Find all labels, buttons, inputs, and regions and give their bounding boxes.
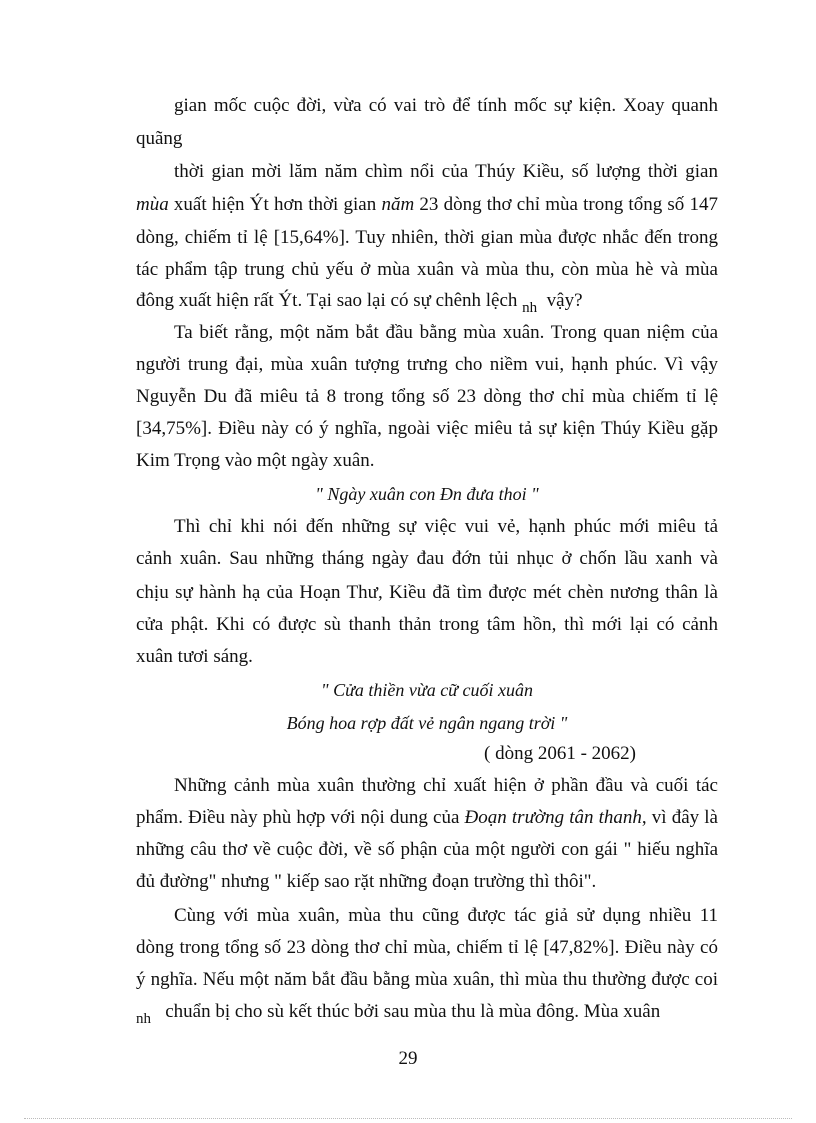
emphasis-text: năm xyxy=(381,194,415,215)
text-line: những câu thơ về cuộc đời, về số phận của một người con gái " hiếu nghĩa xyxy=(136,839,718,860)
subscript-text: nh xyxy=(522,300,538,316)
text-line: xuân tươi sáng. xyxy=(136,646,253,667)
text-span: đông xuất hiện rất Ýt. Tại sao lại có sự chênh lệch xyxy=(136,290,518,311)
verse-citation: ( dòng 2061 - 2062) xyxy=(484,743,636,764)
text-line: thời gian mời lăm năm chìm nổi của Thúy Kiều, số lượng thời gian xyxy=(174,161,718,182)
text-line: Thì chỉ khi nói đến những sự việc vui vẻ, hạnh phúc mới miêu tả xyxy=(174,516,718,537)
text-line: Nguyễn Du đã miêu tả 8 trong tổng số 23 dòng thơ chỉ mùa chiếm tỉ lệ xyxy=(136,386,718,407)
text-line xyxy=(136,805,718,831)
text-line: ý nghĩa. Nếu một năm bắt đầu bằng mùa xuân, thì mùa thu thường được coi xyxy=(136,969,718,990)
book-title: Đoạn trường tân thanh xyxy=(464,807,642,828)
text-line: Kim Trọng vào một ngày xuân. xyxy=(136,450,375,471)
text-span: 23 dòng thơ chỉ mùa trong tổng số 147 xyxy=(414,194,719,215)
text-span: vậy? xyxy=(546,290,583,311)
text-line xyxy=(136,288,718,315)
text-line: chịu sự hành hạ của Hoạn Thư, Kiều đã tìm được mét chèn nương thân là xyxy=(136,582,718,603)
verse-quote: " Ngày xuân con Ðn đưa thoi " xyxy=(315,484,539,504)
text-line: dòng, chiếm tỉ lệ [15,64%]. Tuy nhiên, thời gian mùa được nhắc đến trong xyxy=(136,227,718,248)
page-border xyxy=(24,1118,792,1119)
text-line: Cùng với mùa xuân, mùa thu cũng được tác giả sử dụng nhiều 11 xyxy=(174,905,718,926)
text-line: Những cảnh mùa xuân thường chỉ xuất hiện ở phần đầu và cuối tác xyxy=(174,775,718,796)
text-line xyxy=(136,999,718,1026)
text-line: cảnh xuân. Sau những tháng ngày đau đớn tủi nhục ở chốn lầu xanh và xyxy=(136,548,718,569)
emphasis-text: mùa xyxy=(136,194,169,215)
text-line: đủ đường" nhưng " kiếp sao rặt những đoạn trường thì thôi". xyxy=(136,871,597,892)
text-span: chuẩn bị cho sù kết thúc bởi sau mùa thu là mùa đông. Mùa xuân xyxy=(165,1001,661,1022)
text-line: người trung đại, mùa xuân tượng trưng cho niềm vui, hạnh phúc. Vì vậy xyxy=(136,354,718,375)
text-line: cửa phật. Khi có được sù thanh thản trong tâm hồn, thì mới lại có cảnh xyxy=(136,614,718,635)
text-line: [34,75%]. Điều này có ý nghĩa, ngoài việc miêu tả sự kiện Thúy Kiều gặp xyxy=(136,418,718,439)
text-line: gian mốc cuộc đời, vừa có vai trò để tính mốc sự kiện. Xoay quanh xyxy=(174,95,718,116)
text-line: quãng xyxy=(136,128,183,149)
verse-quote: " Cửa thiền vừa cữ cuối xuân xyxy=(321,680,533,700)
text-span: phẩm. Điều này phù hợp với nội dung của xyxy=(136,807,465,828)
text-line: dòng trong tổng số 23 dòng thơ chỉ mùa, chiếm tỉ lệ [47,82%]. Điều này có xyxy=(136,937,718,958)
text-span: xuất hiện Ýt hơn thời gian xyxy=(168,194,382,215)
verse-quote: Bóng hoa rợp đất vẻ ngân ngang trời " xyxy=(286,713,568,733)
text-line: tác phẩm tập trung chủ yếu ở mùa xuân và mùa thu, còn mùa hè và mùa xyxy=(136,259,718,280)
page-number: 29 xyxy=(398,1048,418,1069)
text-span: , vì đây là xyxy=(641,807,718,828)
subscript-text: nh xyxy=(136,1011,151,1027)
text-line: Ta biết rằng, một năm bắt đầu bằng mùa xuân. Trong quan niệm của xyxy=(174,322,718,343)
text-line xyxy=(136,192,718,218)
